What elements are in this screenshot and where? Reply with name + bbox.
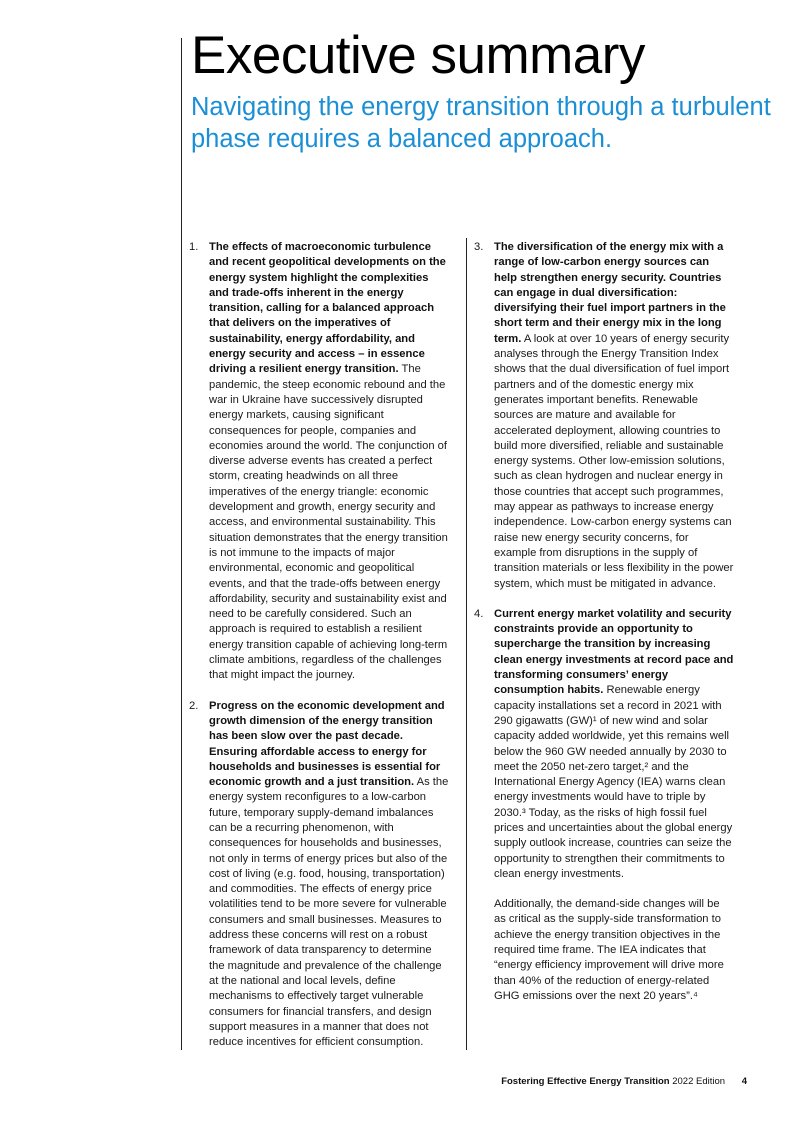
page-number: 4 — [741, 1076, 747, 1087]
item-paragraph — [209, 699, 449, 1051]
item-body: The pandemic, the steep economic rebound and the war in Ukraine have successively disrupted energy markets, causing significant consequences for people, companies and economies around the world. The conjunction of diverse adverse events has created a perfect storm, creating headwinds on all three imperatives of the energy triangle: economic development and growth, energy security and access, and environmental sustainability. This situation demonstrates that the energy transition is not immune to the impacts of major environmental, economic and geopolitical events, and that the trade-offs between energy affordability, security and sustainability exist and need to be carefully considered. Such an approach is required to establish a resilient energy transition capable of achieving long-term climate ambitions, regardless of the challenges that might impact the journey. — [209, 363, 448, 682]
item-paragraph-continued: Additionally, the demand-side changes will be as critical as the supply-side transformation to achieve the energy transition objectives in the required time frame. The IEA indicates that “energy efficiency improvement will drive more than 40% of the reduction of energy-related GHG emissions over the next 20 years”.⁴ — [494, 898, 724, 1002]
page-title: Executive summary — [191, 26, 645, 85]
item-lead: Current energy market volatility and security constraints provide an opportunity to supercharge the transition by increasing clean energy investments at record pace and transforming consumers’ energy consumption habits. — [494, 607, 734, 697]
item-number: 4. — [474, 607, 484, 620]
footer-edition: 2022 Edition — [672, 1076, 726, 1087]
item-body: Renewable energy capacity installations set a record in 2021 with 290 gigawatts (GW)¹ of new wind and solar capacity added worldwide, yet this remains well below the 960 GW needed annually by 2030 to meet the 2050 net-zero target,² and the International Energy Agency (IEA) warns clean energy investments would have to triple by 2030.³ Today, as the risks of high fossil fuel prices and uncertainties about the global energy supply outlook increase, countries can seize the opportunity to strengthen their commitments to clean energy investments. — [494, 684, 733, 880]
item-number: 3. — [474, 241, 484, 253]
item-number: 2. — [189, 699, 199, 712]
item-paragraph — [209, 240, 449, 684]
summary-item-2 — [186, 699, 449, 1051]
summary-item-3 — [471, 240, 734, 592]
right-column — [471, 240, 734, 1019]
summary-item-4 — [471, 607, 734, 1004]
left-column — [186, 240, 449, 1065]
item-lead: The effects of macroeconomic turbulence and recent geopolitical developments on the energy system highlight the complexities and trade-offs inherent in the energy transition, calling for a balanced approach that delivers on the imperatives of sustainability, energy affordability, and energy security and access – in essence driving a resilient energy transition. — [209, 241, 446, 376]
item-body: As the energy system reconfigures to a low-carbon future, temporary supply-demand imbalances can be a recurring phenomenon, with consequences for households and businesses, not only in terms of energy prices but also of the cost of living (e.g. food, housing, transportation) and commodities. The effects of energy price volatilities tend to be more severe for vulnerable consumers and small businesses. Measures to address these concerns will rest on a robust framework of data transparency to determine the magnitude and prevalence of the challenge at the national and local levels, define mechanisms to effectively target vulnerable consumers for financial transfers, and design support measures in a manner that does not reduce incentives for efficient consumption. — [209, 776, 449, 1049]
item-lead: Progress on the economic development and growth dimension of the energy transition has been slow over the past decade. Ensuring affordable access to energy for households and businesses is essential for economic growth and a just transition. — [209, 699, 445, 789]
item-paragraph — [494, 240, 734, 592]
item-lead: The diversification of the energy mix with a range of low-carbon energy sources can help strengthen energy security. Countries can engage in dual diversification: diversifying their fuel import partners in the short term and their energy mix in the long term. — [494, 241, 726, 345]
column-divider — [466, 238, 467, 1050]
page-subtitle: Navigating the energy transition through a turbulent phase requires a balanced approach. — [191, 93, 771, 153]
page-footer — [501, 1076, 747, 1087]
left-rule — [181, 38, 182, 1050]
item-number: 1. — [189, 241, 199, 253]
summary-item-1 — [186, 240, 449, 684]
item-body: A look at over 10 years of energy security analyses through the Energy Transition Index shows that the dual diversification of fuel import partners and of the domestic energy mix generates important benefits. Renewable sources are mature and available for accelerated deployment, allowing countries to build more diversified, reliable and sustainable energy systems. Other low-emission solutions, such as clean hydrogen and nuclear energy in those countries that accept such programmes, may appear as pathways to increase energy independence. Low-carbon energy systems can raise new energy security concerns, for example from disruptions in the supply of transition materials or less flexibility in the power system, which must be mitigated in advance. — [494, 332, 734, 590]
footer-report-title: Fostering Effective Energy Transition — [501, 1076, 670, 1087]
item-paragraph — [494, 607, 734, 882]
